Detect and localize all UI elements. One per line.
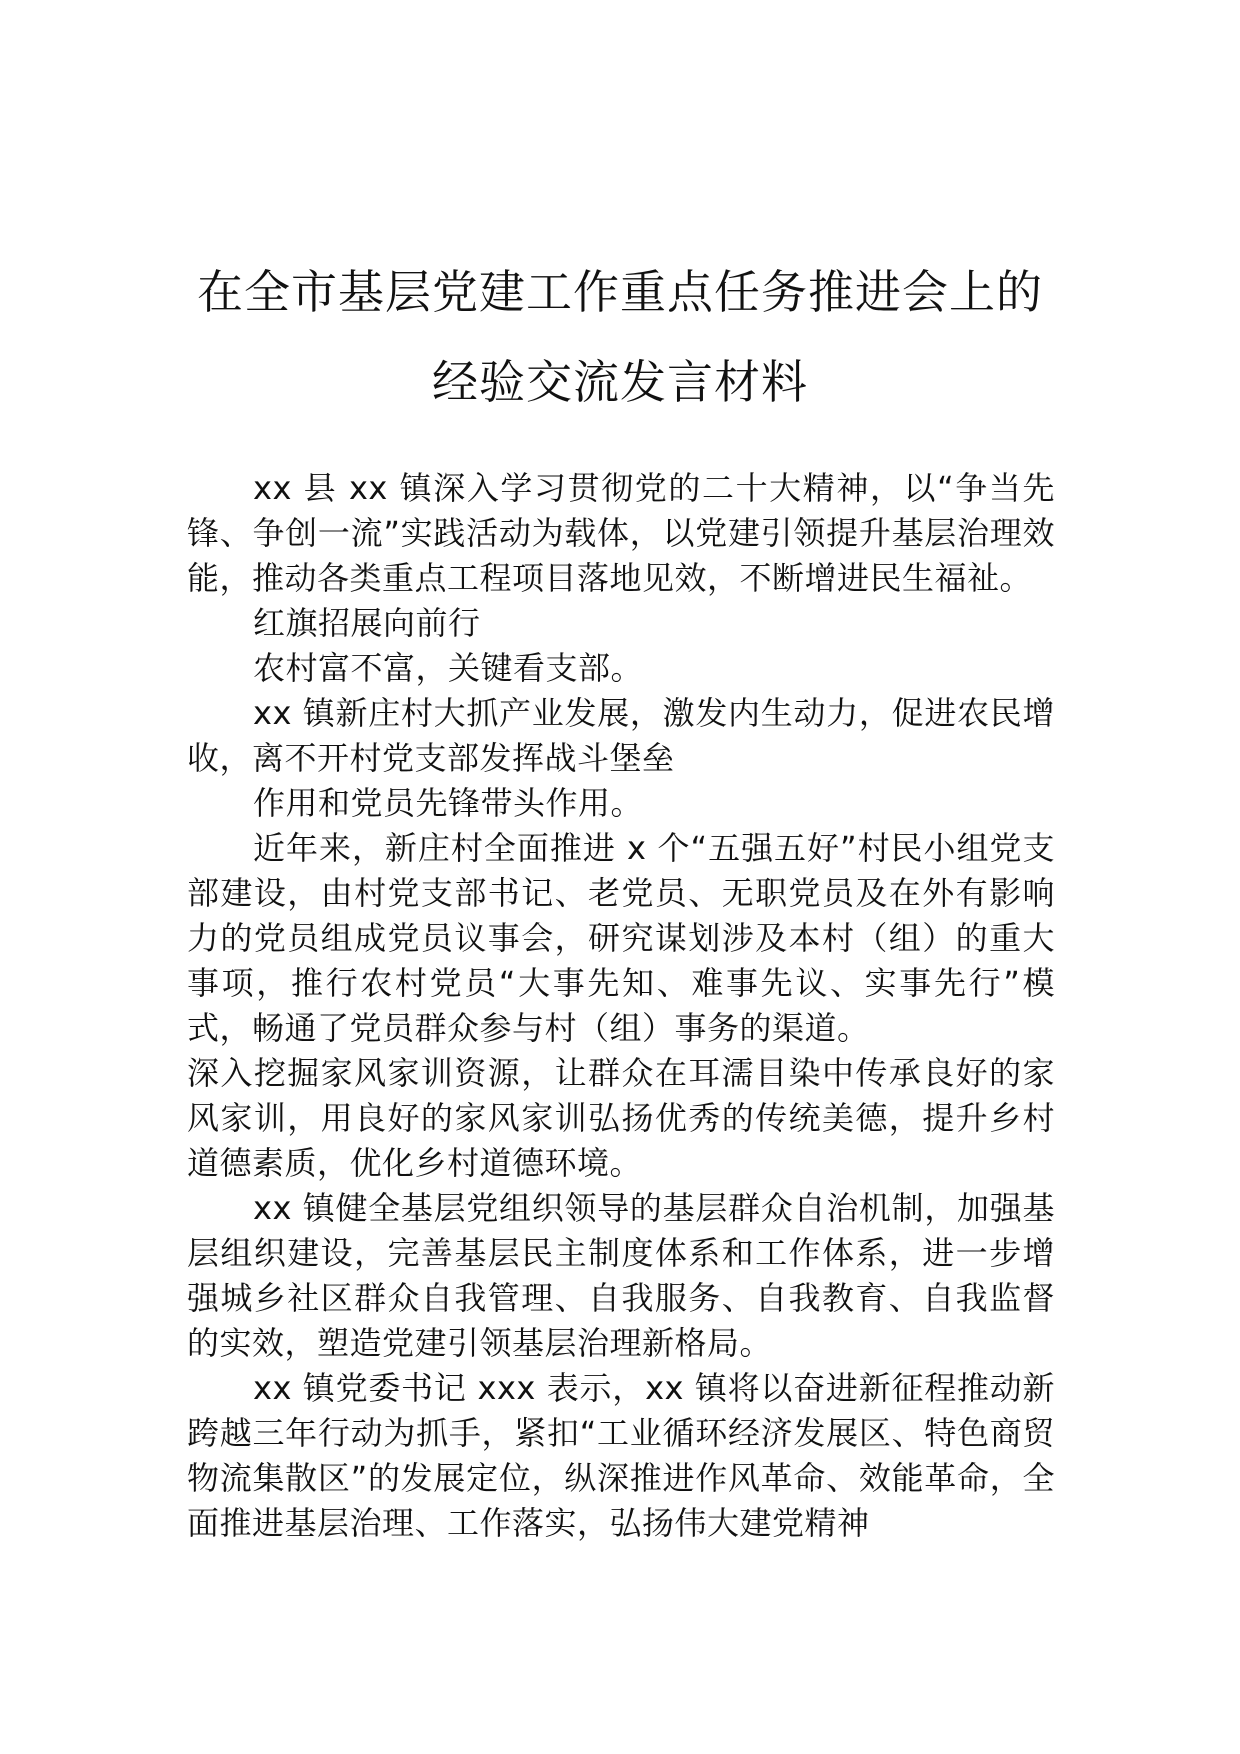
paragraph-branch-key: 农村富不富，关键看支部。 [253,649,644,687]
paragraph-party-secretary: xx 镇党委书记 xxx 表示，xx 镇将以奋进新征程推动新跨越三年行动为抓手，紧扣“工业循环经济发展区、特色商贸物流集散区”的发展定位，纵深推进作风革命、效能革命，全面推进基层治理、工作落实，弘扬伟大建党精神 [187,1369,1055,1542]
paragraph-self-governance: xx 镇健全基层党组织领导的基层群众自治机制，加强基层组织建设，完善基层民主制度体系和工作体系，进一步增强城乡社区群众自我管理、自我服务、自我教育、自我监督的实效，塑造党建引领基层治理新格局。 [187,1189,1055,1362]
document-title-line-1: 在全市基层党建工作重点任务推进会上的 [197,265,1043,319]
paragraph-subheading: 红旗招展向前行 [253,604,481,642]
paragraph-family-tradition: 深入挖掘家风家训资源，让群众在耳濡目染中传承良好的家风家训，用良好的家风家训弘扬优秀的传统美德，提升乡村道德素质，优化乡村道德环境。 [187,1054,1055,1182]
document-title-line-2: 经验交流发言材料 [432,355,808,409]
paragraph-five-strong: 近年来，新庄村全面推进 x 个“五强五好”村民小组党支部建设，由村党支部书记、老党员、无职党员及在外有影响力的党员组成党员议事会，研究谋划涉及本村（组）的重大事项，推行农村党员“大事先知、难事先议、实事先行”模式，畅通了党员群众参与村（组）事务的渠道。 [187,829,1055,1047]
document-body [187,466,1055,1546]
paragraph-vanguard-role: 作用和党员先锋带头作用。 [253,784,644,822]
paragraph-xinzhuang-industry: xx 镇新庄村大抓产业发展，激发内生动力，促进农民增收，离不开村党支部发挥战斗堡垒 [187,694,1055,777]
paragraph-intro: xx 县 xx 镇深入学习贯彻党的二十大精神，以“争当先锋、争创一流”实践活动为载体，以党建引领提升基层治理效能，推动各类重点工程项目落地见效，不断增进民生福祉。 [187,469,1055,597]
